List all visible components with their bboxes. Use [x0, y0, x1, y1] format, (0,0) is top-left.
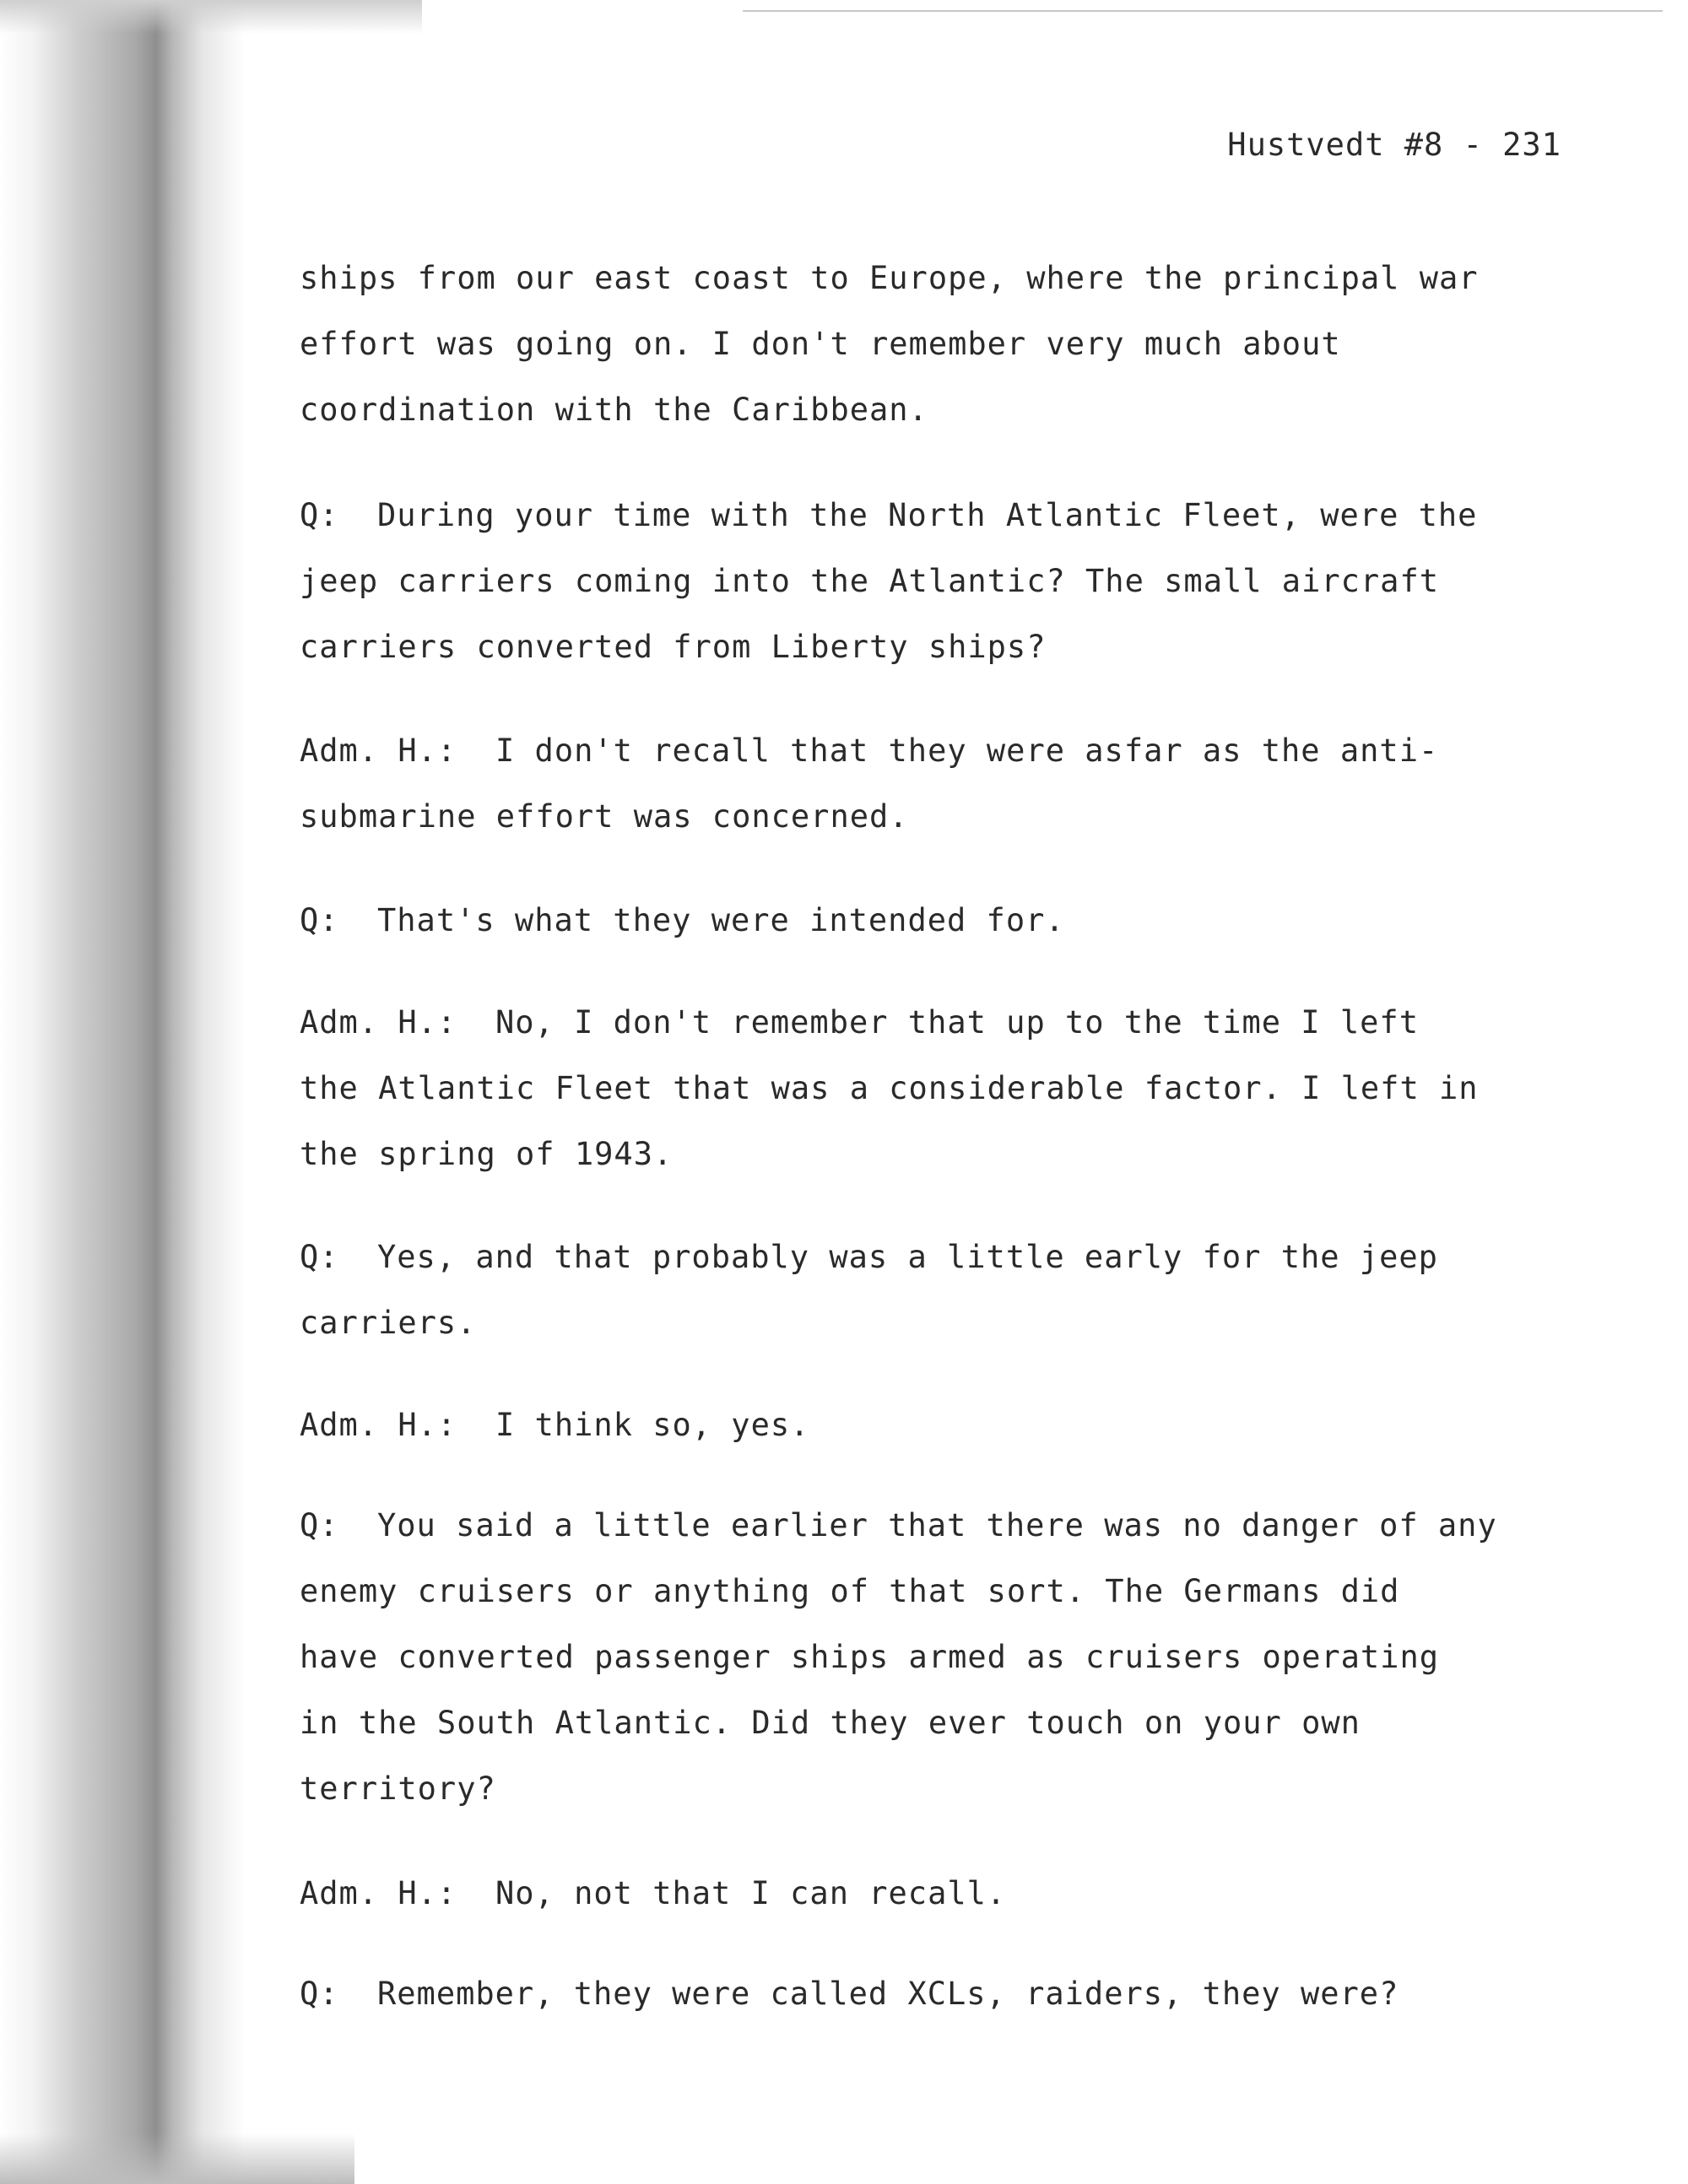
line-text: That's what they were intended for. — [377, 902, 1065, 938]
line-text: No, not that I can recall. — [495, 1875, 1007, 1911]
line-text: I think so, yes. — [495, 1407, 810, 1443]
text-line — [300, 483, 1566, 549]
text-line: the spring of 1943. — [300, 1136, 674, 1172]
binding-shadow-bottom — [0, 2133, 354, 2184]
question-paragraph — [300, 1224, 1566, 1356]
speaker-label: Adm. H.: — [300, 1875, 457, 1911]
text-line: enemy cruisers or anything of that sort. The Germans did — [300, 1573, 1400, 1609]
text-line: the Atlantic Fleet that was a considerable factor. I left in — [300, 1070, 1479, 1106]
line-text: No, I don't remember that up to the time I left — [495, 1004, 1419, 1041]
question-paragraph — [300, 1493, 1566, 1822]
line-text: Yes, and that probably was a little early for the jeep — [377, 1239, 1438, 1275]
speaker-label: Q: — [300, 1507, 339, 1543]
text-line: in the South Atlantic. Did they ever touch on your own — [300, 1705, 1361, 1741]
answer-paragraph — [300, 718, 1566, 850]
text-line — [300, 718, 1566, 784]
question-paragraph — [300, 888, 1566, 954]
text-line: have converted passenger ships armed as cruisers operating — [300, 1639, 1440, 1675]
text-line: territory? — [300, 1770, 496, 1807]
text-line — [300, 1392, 1566, 1458]
speaker-label: Adm. H.: — [300, 733, 457, 769]
binding-shadow — [0, 0, 253, 2184]
line-text: You said a little earlier that there was no danger of any — [377, 1507, 1497, 1543]
paragraph-continuation — [300, 246, 1566, 443]
text-line — [300, 1961, 1566, 2027]
text-line — [300, 888, 1566, 954]
text-line: coordination with the Caribbean. — [300, 392, 928, 428]
text-line — [300, 1224, 1566, 1290]
speaker-label: Q: — [300, 902, 339, 938]
line-text: During your time with the North Atlantic Fleet, were the — [377, 497, 1478, 533]
line-text: Remember, they were called XCLs, raiders, they were? — [377, 1976, 1399, 2012]
speaker-label: Q: — [300, 1976, 339, 2012]
line-text: I don't recall that they were asfar as the anti- — [495, 733, 1439, 769]
answer-paragraph — [300, 1392, 1566, 1458]
text-line: carriers. — [300, 1305, 477, 1341]
answer-paragraph — [300, 990, 1566, 1187]
top-edge-line — [743, 10, 1663, 12]
text-line: submarine effort was concerned. — [300, 798, 909, 835]
answer-paragraph — [300, 1861, 1566, 1927]
speaker-label: Adm. H.: — [300, 1407, 457, 1443]
text-line: carriers converted from Liberty ships? — [300, 629, 1047, 665]
text-line: effort was going on. I don't remember very much about — [300, 326, 1341, 362]
speaker-label: Adm. H.: — [300, 1004, 457, 1041]
question-paragraph — [300, 483, 1566, 680]
speaker-label: Q: — [300, 497, 339, 533]
text-line: ships from our east coast to Europe, where the principal war — [300, 260, 1479, 296]
text-line — [300, 1861, 1566, 1927]
text-line — [300, 1493, 1566, 1559]
binding-shadow-top — [0, 0, 422, 34]
speaker-label: Q: — [300, 1239, 339, 1275]
question-paragraph — [300, 1961, 1566, 2027]
text-line: jeep carriers coming into the Atlantic? The small aircraft — [300, 563, 1440, 599]
text-line — [300, 990, 1566, 1056]
page-header: Hustvedt #8 - 231 — [1227, 127, 1561, 163]
